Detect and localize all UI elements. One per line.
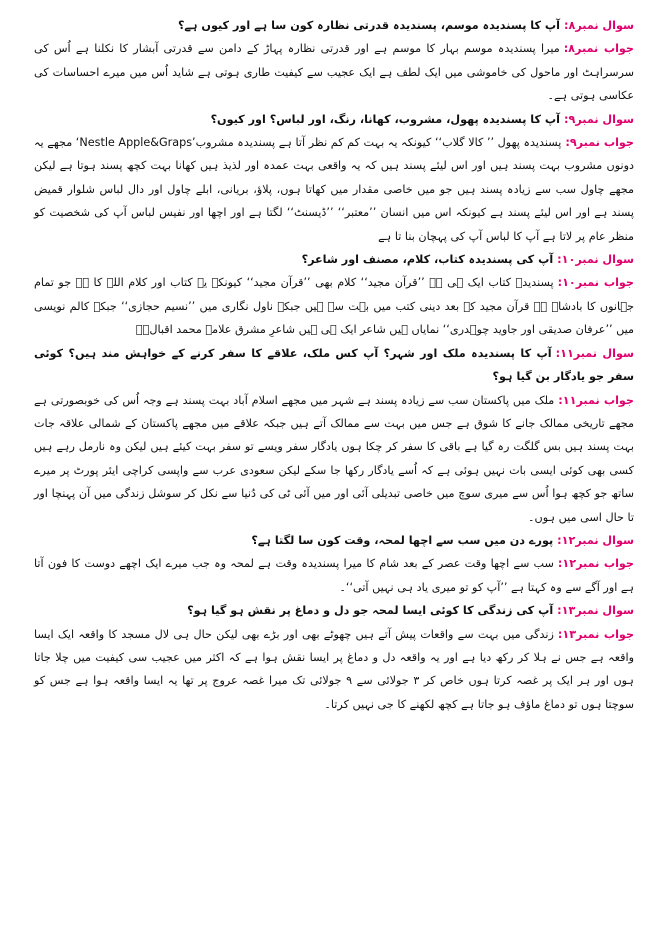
answer-text: پسندیدہ پھول ’’ کالا گلاب‘‘ کیونکہ یہ بہت کم کم نظر آتا ہے پسندیدہ مشروب’Nestle Apple&Graps‘ مجھے یہ دونوں مشروب بہت پسند ہیں اور اس لیئے پسند ہیں کہ یہ واقعی بہت عمدہ اور لذیذ ہیں کھانا بہت کچھ پسند ہوتا ہے لیکن مجھے چاول سب سے زیادہ پسند ہیں جو میں خاصی مقدار میں کھاتا ہوں، پلاؤ، بریانی، ابلے چاول اور دال لباس شلوار قمیض پسند ہے اور اس لیئے پسند ہے کیونکہ اس میں انسان ’’معتبر‘‘ ’’ڈیسنٹ‘‘ لگتا ہے اور اچھا اور نفیس لباس آپ کی شخصیت کو منظر عام پر لاتا ہے آپ کا لباس آپ کی پہچان بنا تا ہے: [34, 136, 634, 243]
question-text: آپ کا پسندیدہ پھول، مشروب، کھانا، رنگ، اور لباس؟ اور کیوں؟: [210, 112, 560, 126]
question-text: پورے دن میں سب سے اچھا لمحہ، وقت کون سا لگتا ہے؟: [251, 533, 554, 547]
answer-label: جواب نمبر۸:: [563, 42, 634, 56]
answer-11: [34, 389, 634, 529]
answer-9: [34, 131, 634, 248]
answer-label: جواب نمبر۱۱:: [558, 393, 634, 407]
answer-label: جواب نمبر۱۳:: [557, 627, 635, 641]
question-label: سوال نمبر۱۳:: [557, 604, 634, 618]
question-text: آپ کی زندگی کا کوئی ایسا لمحہ جو دل و دماغ پر نقش ہو گیا ہو؟: [187, 604, 554, 618]
answer-text: ملک میں پاکستان سب سے زیادہ پسند ہے شہر میں مجھے اسلام آباد بہت پسند ہے وجہ اُس کی خوبصورتی ہے مجھے تاریخی ممالک جانے کا شوق ہے جس میں بہت سے ممالک آتے ہیں جبکہ علاقے میں مجھے پاکستان کے شمالی علاقہ جات بہت پسند ہیں بس گلگت رہ گیا ہے باقی کا سفر کر چکا ہوں یادگار سفر ویسے تو سفر بہت کیئے ہیں لیکن وہ نارمل رہے ہیں کسی بھی کوئی ایسی بات نہیں ہوئی ہے کہ اُسے یادگار رکھا جا سکے لیکن سعودی عرب سے واپسی کراچی ایئر پورٹ پر میرے ساتھ جو کچھ ہوا اُس سے میری سوچ میں خاصی تبدیلی آئی اور میں آئی ٹی کی دُنیا سے نکل کر سوشل زندگی میں آن پہنچا اور تا حال اسی میں ہوں۔: [34, 393, 634, 524]
question-label: سوال نمبر۱۱:: [555, 346, 634, 360]
answer-label: جواب نمبر۱۲:: [557, 557, 634, 571]
answer-13: [34, 623, 634, 717]
question-8: [34, 14, 634, 37]
answer-12: [34, 552, 634, 599]
answer-label: جواب نمبر۱۰:: [557, 276, 634, 290]
answer-text: میرا پسندیدہ موسم بہار کا موسم ہے اور قدرتی نظارہ پہاڑ کے دامن سے قدرتی آبشار کا نکلنا ہے اُس کی سرسراہٹ اور ماحول کی خاموشی میں ایک لطف ہے ایک عجیب سے کیفیت طاری ہوتی ہے شاید اُس میں میرے احساسات کی عکاسی ہوتی ہے۔: [34, 42, 634, 103]
answer-8: [34, 37, 634, 107]
question-11: [34, 342, 634, 389]
question-text: آپ کا پسندیدہ ملک اور شہر؟ آپ کس ملک، علاقے کا سفر کرنے کے خواہش مند ہیں؟ کوئی سفر جو یادگار بن گیا ہو؟: [34, 346, 634, 384]
question-label: سوال نمبر۱۰:: [557, 253, 634, 267]
answer-text: پسندیدہ کتاب ایک ہی ہے ’’قرآن مجید‘‘ کلام بھی ’’قرآن مجید‘‘ کیونکہ یہ کتاب اور کلام اللہ کا ہے جو تمام جہانوں کا بادشاہ ہے قرآن مجید کے بعد دینی کتب میں بہت سے ہیں جبکہ ناول نگاری میں ’’نسیم حجازی‘‘ جبکہ کالم نویسی میں ’’عرفان صدیقی اور جاوید چوہدری‘‘ نمایاں ہیں شاعر ایک ہی ہیں شاعرِ مشرق علامہ محمد اقبالؒ۔: [34, 276, 634, 337]
answer-text: زندگی میں بہت سے واقعات پیش آتے ہیں چھوٹے بھی اور بڑے بھی لیکن حال ہی لال مسجد کا واقعہ ایک ایسا واقعہ ہے جس نے ہلا کر رکھ دیا ہے اور یہ واقعہ دل و دماغ پر ایسا نقش ہوا ہے کہ اکثر میں عجیب سی کیفیت میں چلا جاتا ہوں اور ہر ایک پر غصہ کرتا ہوں خاص کر ۳ جولائی سے ۹ جولائی تک میرا غصہ عروج پر تھا یہ ایسا واقعہ ہوا ہے جس کو سوچتا ہوں تو دماغ ماؤف ہو جاتا ہے کچھ لکھنے کا جی نہیں کرتا۔: [34, 627, 634, 711]
question-label: سوال نمبر۱۲:: [557, 533, 634, 547]
question-13: [34, 599, 634, 622]
question-text: آپ کا پسندیدہ موسم، پسندیدہ قدرتی نظارہ کون سا ہے اور کیوں ہے؟: [177, 19, 560, 32]
question-text: آپ کی پسندیدہ کتاب، کلام، مصنف اور شاعر؟: [301, 253, 554, 267]
answer-10: [34, 271, 634, 341]
answer-label: جواب نمبر۹:: [565, 136, 634, 150]
question-label: سوال نمبر۸:: [563, 19, 634, 32]
question-label: سوال نمبر۹:: [563, 112, 634, 126]
answer-text: سب سے اچھا وقت عصر کے بعد شام کا میرا پسندیدہ وقت ہے لمحہ وہ جب میرے ایک اچھے دوست کا فون آتا ہے اور آگے سے وہ کہتا ہے ’’آپ کو تو میری یاد ہی نہیں آتی‘‘۔: [34, 557, 634, 594]
question-9: [34, 108, 634, 131]
document-page: [34, 14, 634, 932]
question-10: [34, 248, 634, 271]
question-12: [34, 529, 634, 552]
